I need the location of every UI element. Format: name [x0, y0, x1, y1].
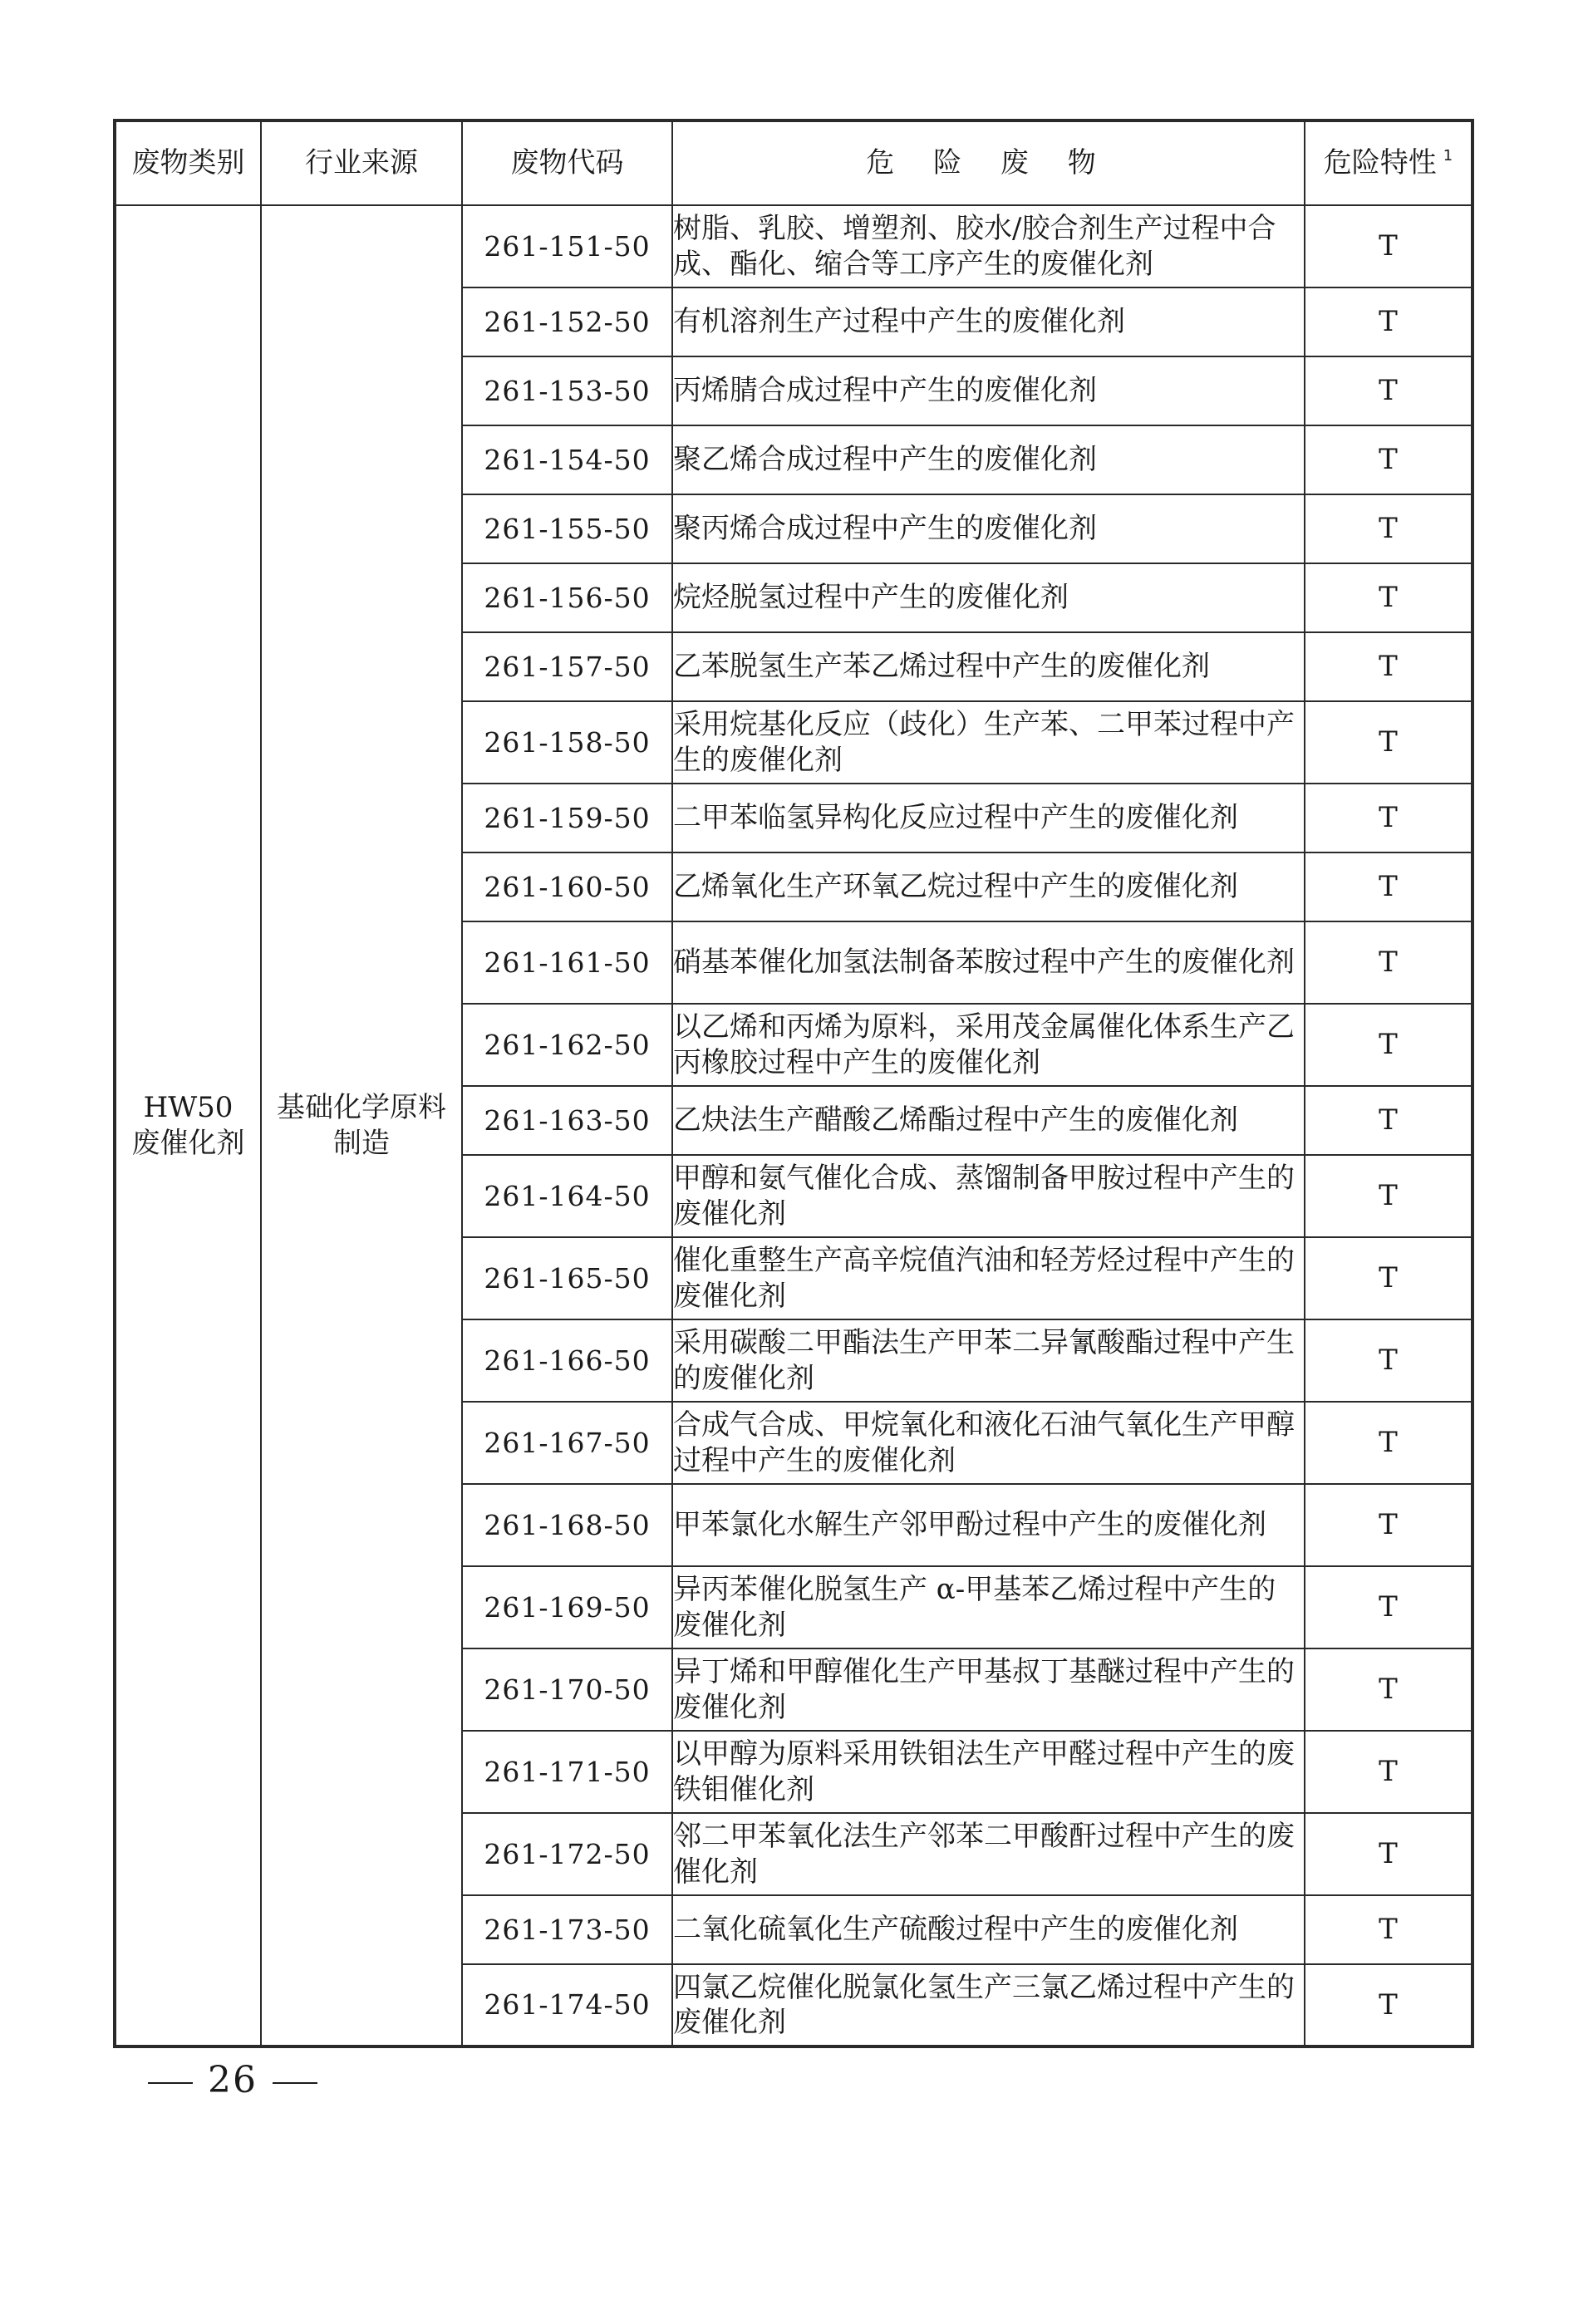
industry-name-line2: 制造: [333, 1126, 390, 1160]
hazard-characteristic: T: [1305, 1155, 1472, 1237]
waste-code: 261-157-50: [462, 632, 672, 701]
hazard-characteristic: T: [1305, 1964, 1472, 2046]
header-waste: 危 险 废 物: [672, 120, 1305, 205]
hazard-characteristic: T: [1305, 701, 1472, 784]
hazard-characteristic: T: [1305, 1319, 1472, 1402]
hazard-characteristic: T: [1305, 563, 1472, 632]
waste-description: 四氯乙烷催化脱氯化氢生产三氯乙烯过程中产生的废催化剂: [672, 1964, 1305, 2046]
waste-code: 261-158-50: [462, 701, 672, 784]
hazard-characteristic: T: [1305, 852, 1472, 921]
waste-code: 261-174-50: [462, 1964, 672, 2046]
waste-description: 异丙苯催化脱氢生产 α-甲基苯乙烯过程中产生的废催化剂: [672, 1566, 1305, 1648]
waste-description: 乙苯脱氢生产苯乙烯过程中产生的废催化剂: [672, 632, 1305, 701]
waste-description: 硝基苯催化加氢法制备苯胺过程中产生的废催化剂: [672, 921, 1305, 1004]
waste-code: 261-163-50: [462, 1086, 672, 1155]
header-hazard-cell: [1305, 120, 1472, 205]
footer-dash-right: [273, 2082, 317, 2084]
waste-description: 有机溶剂生产过程中产生的废催化剂: [672, 287, 1305, 356]
waste-description: 乙烯氧化生产环氧乙烷过程中产生的废催化剂: [672, 852, 1305, 921]
hazard-characteristic: T: [1305, 425, 1472, 494]
hazard-characteristic: T: [1305, 1004, 1472, 1086]
hazard-characteristic: T: [1305, 494, 1472, 563]
waste-description: 采用碳酸二甲酯法生产甲苯二异氰酸酯过程中产生的废催化剂: [672, 1319, 1305, 1402]
waste-code: 261-156-50: [462, 563, 672, 632]
header-row: [115, 120, 1472, 205]
hazard-characteristic: T: [1305, 1484, 1472, 1566]
hazard-characteristic: T: [1305, 1731, 1472, 1813]
hazard-characteristic: T: [1305, 205, 1472, 287]
hazard-characteristic: T: [1305, 1648, 1472, 1731]
waste-code: 261-160-50: [462, 852, 672, 921]
hazard-characteristic: T: [1305, 1086, 1472, 1155]
waste-code: 261-173-50: [462, 1895, 672, 1964]
header-code: 废物代码: [462, 120, 672, 205]
waste-description: 乙炔法生产醋酸乙烯酯过程中产生的废催化剂: [672, 1086, 1305, 1155]
waste-code: 261-172-50: [462, 1813, 672, 1895]
industry-cell: [261, 205, 462, 2046]
waste-description: 甲醇和氨气催化合成、蒸馏制备甲胺过程中产生的废催化剂: [672, 1155, 1305, 1237]
waste-description: 合成气合成、甲烷氧化和液化石油气氧化生产甲醇过程中产生的废催化剂: [672, 1402, 1305, 1484]
waste-code: 261-165-50: [462, 1237, 672, 1319]
waste-code: 261-164-50: [462, 1155, 672, 1237]
hazard-characteristic: T: [1305, 632, 1472, 701]
hazard-characteristic: T: [1305, 1813, 1472, 1895]
waste-code: 261-159-50: [462, 784, 672, 852]
waste-code: 261-154-50: [462, 425, 672, 494]
header-category: 废物类别: [115, 120, 261, 205]
waste-description: 催化重整生产高辛烷值汽油和轻芳烃过程中产生的废催化剂: [672, 1237, 1305, 1319]
hazard-characteristic: T: [1305, 784, 1472, 852]
header-industry: 行业来源: [261, 120, 462, 205]
hazard-characteristic: T: [1305, 287, 1472, 356]
hazard-characteristic: T: [1305, 921, 1472, 1004]
waste-code: 261-166-50: [462, 1319, 672, 1402]
category-cell: [115, 205, 261, 2046]
hazard-characteristic: T: [1305, 1237, 1472, 1319]
waste-description: 采用烷基化反应（歧化）生产苯、二甲苯过程中产生的废催化剂: [672, 701, 1305, 784]
waste-code: 261-151-50: [462, 205, 672, 287]
hazard-characteristic: T: [1305, 1566, 1472, 1648]
header-hazard: 危险特性: [1323, 146, 1437, 180]
category-code: HW50: [143, 1091, 234, 1124]
waste-description: 烷烃脱氢过程中产生的废催化剂: [672, 563, 1305, 632]
waste-description: 聚乙烯合成过程中产生的废催化剂: [672, 425, 1305, 494]
waste-description: 以乙烯和丙烯为原料，采用茂金属催化体系生产乙丙橡胶过程中产生的废催化剂: [672, 1004, 1305, 1086]
hazard-characteristic: T: [1305, 356, 1472, 425]
page-number: [133, 2059, 332, 2101]
waste-description: 二甲苯临氢异构化反应过程中产生的废催化剂: [672, 784, 1305, 852]
waste-description: 丙烯腈合成过程中产生的废催化剂: [672, 356, 1305, 425]
footer-dash-left: [148, 2082, 193, 2084]
waste-code: 261-170-50: [462, 1648, 672, 1731]
page-number-text: 26: [208, 2059, 258, 2101]
industry-name-line1: 基础化学原料: [277, 1091, 446, 1124]
waste-code: 261-168-50: [462, 1484, 672, 1566]
waste-code: 261-152-50: [462, 287, 672, 356]
waste-code: 261-153-50: [462, 356, 672, 425]
waste-description: 二氧化硫氧化生产硫酸过程中产生的废催化剂: [672, 1895, 1305, 1964]
waste-catalog-table: [113, 119, 1474, 2048]
waste-code: 261-171-50: [462, 1731, 672, 1813]
hazard-characteristic: T: [1305, 1895, 1472, 1964]
waste-description: 树脂、乳胶、增塑剂、胶水/胶合剂生产过程中合成、酯化、缩合等工序产生的废催化剂: [672, 205, 1305, 287]
waste-description: 邻二甲苯氧化法生产邻苯二甲酸酐过程中产生的废催化剂: [672, 1813, 1305, 1895]
footnote-marker: 1: [1443, 147, 1453, 165]
waste-code: 261-161-50: [462, 921, 672, 1004]
table-row: [115, 205, 1472, 287]
category-name: 废催化剂: [131, 1126, 245, 1160]
hazard-characteristic: T: [1305, 1402, 1472, 1484]
waste-code: 261-155-50: [462, 494, 672, 563]
waste-description: 以甲醇为原料采用铁钼法生产甲醛过程中产生的废铁钼催化剂: [672, 1731, 1305, 1813]
waste-code: 261-162-50: [462, 1004, 672, 1086]
waste-code: 261-169-50: [462, 1566, 672, 1648]
waste-code: 261-167-50: [462, 1402, 672, 1484]
waste-description: 甲苯氯化水解生产邻甲酚过程中产生的废催化剂: [672, 1484, 1305, 1566]
waste-description: 异丁烯和甲醇催化生产甲基叔丁基醚过程中产生的废催化剂: [672, 1648, 1305, 1731]
waste-description: 聚丙烯合成过程中产生的废催化剂: [672, 494, 1305, 563]
